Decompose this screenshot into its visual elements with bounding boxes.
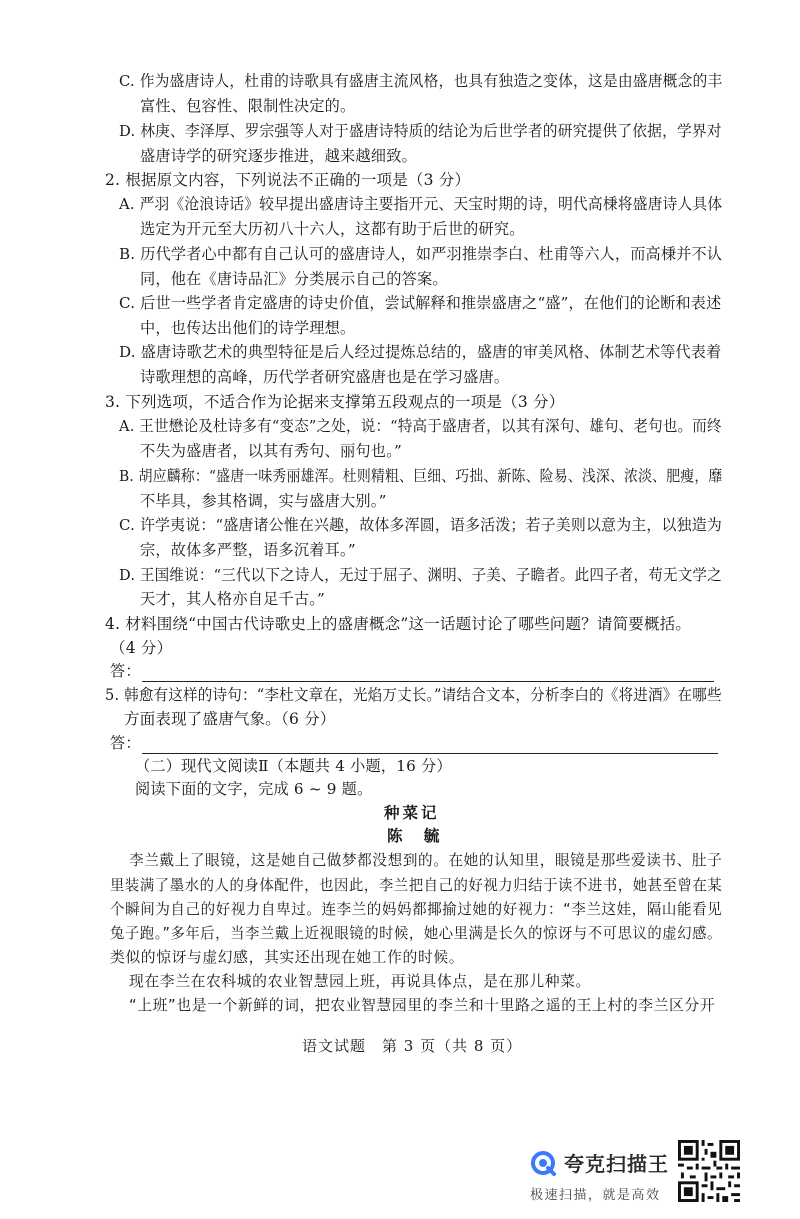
qr-code-icon xyxy=(678,1140,740,1202)
answer-line-5[interactable] xyxy=(142,753,718,754)
question-3: 3. 下列选项，不适合作为论据来支撑第五段观点的一项是（3 分） xyxy=(105,393,565,411)
page-footer: 语文试题 第 3 页（共 8 页） xyxy=(302,1037,523,1055)
option-d2-line2: 诗歌理想的高峰，历代学者研究盛唐也是在学习盛唐。 xyxy=(140,368,510,386)
question-4-line1: 4. 材料围绕“中国古代诗歌史上的盛唐概念”这一话题讨论了哪些问题？请简要概括。 xyxy=(105,615,692,633)
option-d3-line2: 天才，其人格亦自足千古。” xyxy=(140,590,326,608)
story-p1-line1: 李兰戴上了眼镜，这是她自己做梦都没想到的。在她的认知里，眼镜是那些爱读书、肚子 xyxy=(129,852,723,869)
option-b3-line2: 不毕具，参其格调，实与盛唐大别。” xyxy=(140,492,387,510)
answer-label-4: 答： xyxy=(110,662,141,680)
story-p1-line4: 兔子跑。”多年后，当李兰戴上近视眼镜的时候，她心里满是长久的惊讶与不可思议的虚幻感。 xyxy=(110,925,722,942)
option-d1-line1: D. 林庚、李泽厚、罗宗强等人对于盛唐诗特质的结论为后世学者的研究提供了依据，学界对 xyxy=(119,122,722,140)
option-a2-line2: 选定为开元至大历初八十六人，这都有助于后世的研究。 xyxy=(140,220,525,238)
option-d3-line1: D. 王国维说：“三代以下之诗人，无过于屈子、渊明、子美、子瞻者。此四子者，苟无文学之 xyxy=(119,566,722,584)
question-5-line1: 5. 韩愈有这样的诗句：“李杜文章在，光焰万丈长。”请结合文本，分析李白的《将进酒》在哪些 xyxy=(105,686,722,704)
question-4-line2: （4 分） xyxy=(110,639,173,657)
option-c3-line2: 宗，故体多严整，语多沉着耳。” xyxy=(140,541,356,559)
question-5-line2: 方面表现了盛唐气象。（6 分） xyxy=(124,710,336,728)
option-a3-line1: A. 王世懋论及杜诗多有“变态”之处，说：“特高于盛唐者，以其有深句、雄句、老句也。而终 xyxy=(119,417,722,435)
story-p1-line3: 个瞬间为自己的好视力自卑过。连李兰的妈妈都揶揄过她的好视力：“李兰这娃，隔山能看见 xyxy=(110,901,723,918)
option-c2-line1: C. 后世一些学者肯定盛唐的诗史价值，尝试解释和推崇盛唐之“盛”，在他们的论断和表述 xyxy=(119,294,722,312)
story-p2-line1: 现在李兰在农科城的农业智慧园上班，再说具体点，是在那儿种菜。 xyxy=(129,973,591,990)
option-c1-line1: C. 作为盛唐诗人，杜甫的诗歌具有盛唐主流风格，也具有独造之变体，这是由盛唐概念的丰 xyxy=(119,72,723,90)
watermark-subtitle: 极速扫描，就是高效 xyxy=(530,1188,661,1203)
answer-line-4[interactable] xyxy=(142,681,714,682)
scanner-watermark xyxy=(520,1138,790,1208)
story-author: 陈 毓 xyxy=(387,826,448,845)
question-2: 2. 根据原文内容，下列说法不正确的一项是（3 分） xyxy=(105,171,471,189)
option-c2-line2: 中，也传达出他们的诗学理想。 xyxy=(140,319,356,337)
story-p1-line2: 里装满了墨水的人的身体配件，也因此，李兰把自己的好视力归结于读不进书，她甚至曾在某 xyxy=(110,877,723,894)
quark-logo-icon xyxy=(530,1150,556,1176)
option-a2-line1: A. 严羽《沧浪诗话》较早提出盛唐诗主要指开元、天宝时期的诗，明代高棅将盛唐诗人具体 xyxy=(119,195,723,213)
option-d1-line2: 盛唐诗学的研究逐步推进，越来越细致。 xyxy=(140,147,417,165)
section-heading: （二）现代文阅读Ⅱ（本题共 4 小题，16 分） xyxy=(135,757,452,775)
story-title: 种菜记 xyxy=(384,803,440,822)
story-p3-line1: “上班”也是一个新鲜的词，把农业智慧园里的李兰和十里路之遥的王上村的李兰区分开 xyxy=(129,997,716,1014)
option-b3-line1: B. 胡应麟称：“盛唐一味秀丽雄浑。杜则精粗、巨细、巧拙、新陈、险易、浅深、浓淡、肥瘦，靡 xyxy=(119,467,723,485)
option-b2-line2: 同，他在《唐诗品汇》分类展示自己的答案。 xyxy=(140,270,448,288)
option-c1-line2: 富性、包容性、限制性决定的。 xyxy=(140,97,356,115)
answer-label-5: 答： xyxy=(110,734,141,752)
watermark-title: 夸克扫描王 xyxy=(564,1152,669,1176)
option-d2-line1: D. 盛唐诗歌艺术的典型特征是后人经过提炼总结的，盛唐的审美风格、体制艺术等代表着 xyxy=(119,343,722,361)
option-a3-line2: 不失为盛唐者，以其有秀句、丽句也。” xyxy=(140,442,402,460)
option-c3-line1: C. 许学夷说：“盛唐诸公惟在兴趣，故体多浑圆，语多活泼；若子美则以意为主，以独造为 xyxy=(119,516,722,534)
story-p1-line5: 类似的惊讶与虚幻感，其实还出现在她工作的时候。 xyxy=(110,949,465,966)
option-b2-line1: B. 历代学者心中都有自己认可的盛唐诗人，如严羽推崇李白、杜甫等六人，而高棅并不认 xyxy=(119,245,723,263)
instruction: 阅读下面的文字，完成 6 ~ 9 题。 xyxy=(135,780,373,798)
